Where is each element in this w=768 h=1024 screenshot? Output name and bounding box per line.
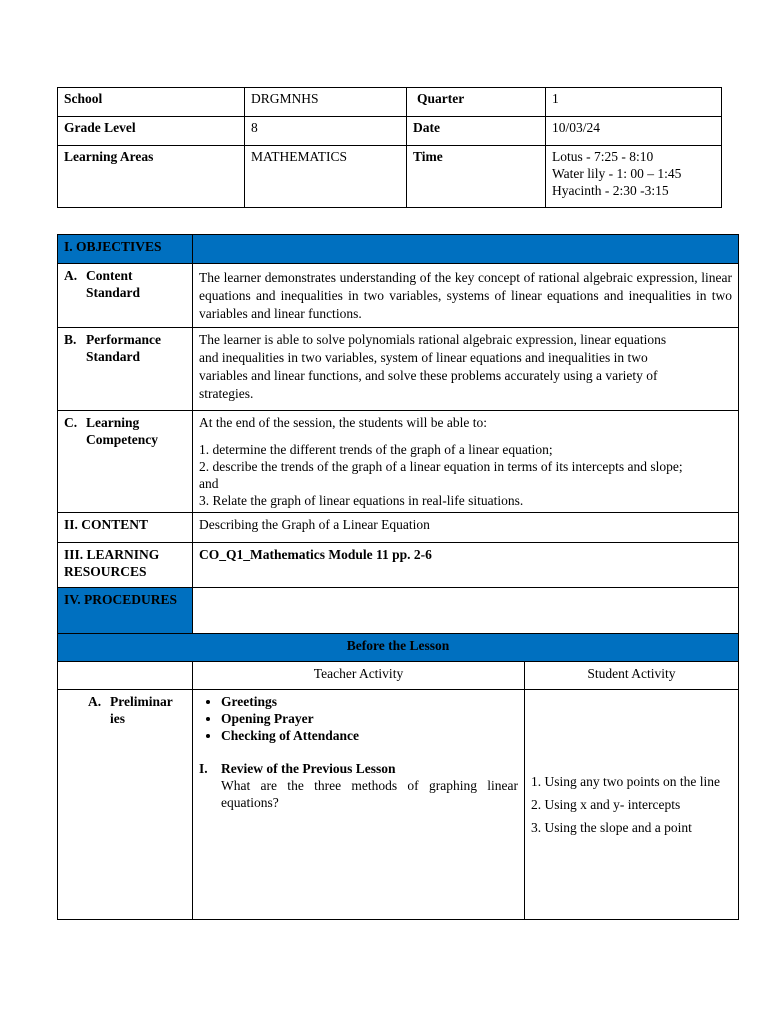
grade-level-label: Grade Level xyxy=(58,117,245,146)
performance-standard-text: The learner is able to solve polynomials rational algebraic expression, linear equations and inequalities in two variables, system of linear equations and inequalities in two variables and linear functions, and solve these problems accurately using a variety of strategies. xyxy=(193,328,739,411)
activity-label-blank xyxy=(58,662,193,690)
time-hyacinth: Hyacinth - 2:30 -3:15 xyxy=(552,183,669,198)
date-label: Date xyxy=(407,117,546,146)
quarter-value: 1 xyxy=(546,88,722,117)
preliminaries-label: A. Preliminar ies xyxy=(58,690,193,920)
grade-level-value: 8 xyxy=(245,117,407,146)
preliminaries-bullet-list xyxy=(199,693,518,744)
review-section xyxy=(199,760,518,811)
resources-heading: III. LEARNING RESOURCES xyxy=(58,543,193,588)
content-heading: II. CONTENT xyxy=(58,513,193,543)
time-label: Time xyxy=(407,146,546,208)
student-activity-header: Student Activity xyxy=(525,662,739,690)
competency-item-1: 1. determine the different trends of the graph of a linear equation; xyxy=(199,442,553,457)
competency-intro: At the end of the session, the students will be able to: xyxy=(199,415,487,430)
content-standard-label: A. Content Standard xyxy=(58,264,193,328)
time-water-lily: Water lily - 1: 00 – 1:45 xyxy=(552,166,682,181)
performance-standard-label: B. Performance Standard xyxy=(58,328,193,411)
bullet-attendance: • Checking of Attendance xyxy=(221,727,518,744)
content-text: Describing the Graph of a Linear Equation xyxy=(193,513,739,543)
objectives-heading: I. OBJECTIVES xyxy=(58,235,193,264)
learning-competency-cell xyxy=(193,411,739,513)
review-question: What are the three methods of graphing linear equations? xyxy=(221,778,518,810)
objectives-heading-fill xyxy=(193,235,739,264)
answer-2: 2. Using x and y- intercepts xyxy=(531,797,681,812)
competency-item-2: 2. describe the trends of the graph of a linear equation in terms of its intercepts and slope; and xyxy=(199,459,683,491)
preliminaries-teacher-cell xyxy=(193,690,525,920)
learning-areas-value: MATHEMATICS xyxy=(245,146,407,208)
answer-1: 1. Using any two points on the line xyxy=(531,774,720,789)
learning-areas-label: Learning Areas xyxy=(58,146,245,208)
date-value: 10/03/24 xyxy=(546,117,722,146)
learning-competency-label: C. Learning Competency xyxy=(58,411,193,513)
review-title: Review of the Previous Lesson xyxy=(221,761,396,776)
answer-3: 3. Using the slope and a point xyxy=(531,820,692,835)
school-label: School xyxy=(58,88,245,117)
resources-text: CO_Q1_Mathematics Module 11 pp. 2-6 xyxy=(193,543,739,588)
competency-item-3: 3. Relate the graph of linear equations in real-life situations. xyxy=(199,493,524,508)
content-standard-text: The learner demonstrates understanding of the key concept of rational algebraic expression, linear equations and inequalities in two variables, systems of linear equations and inequalities in two variables and linear functions. xyxy=(193,264,739,328)
time-lotus: Lotus - 7:25 - 8:10 xyxy=(552,149,654,164)
before-lesson-heading: Before the Lesson xyxy=(58,634,739,662)
lesson-plan-table xyxy=(57,234,739,920)
review-index: I. xyxy=(199,761,208,776)
preliminaries-student-cell xyxy=(525,690,739,920)
time-values xyxy=(546,146,722,208)
bullet-greetings: • Greetings xyxy=(221,693,518,710)
procedures-heading: IV. PROCEDURES xyxy=(58,588,193,634)
header-info-table xyxy=(57,87,722,208)
school-value: DRGMNHS xyxy=(245,88,407,117)
teacher-activity-header: Teacher Activity xyxy=(193,662,525,690)
bullet-opening-prayer: • Opening Prayer xyxy=(221,710,518,727)
quarter-label: Quarter xyxy=(407,88,546,117)
procedures-heading-fill xyxy=(193,588,739,634)
